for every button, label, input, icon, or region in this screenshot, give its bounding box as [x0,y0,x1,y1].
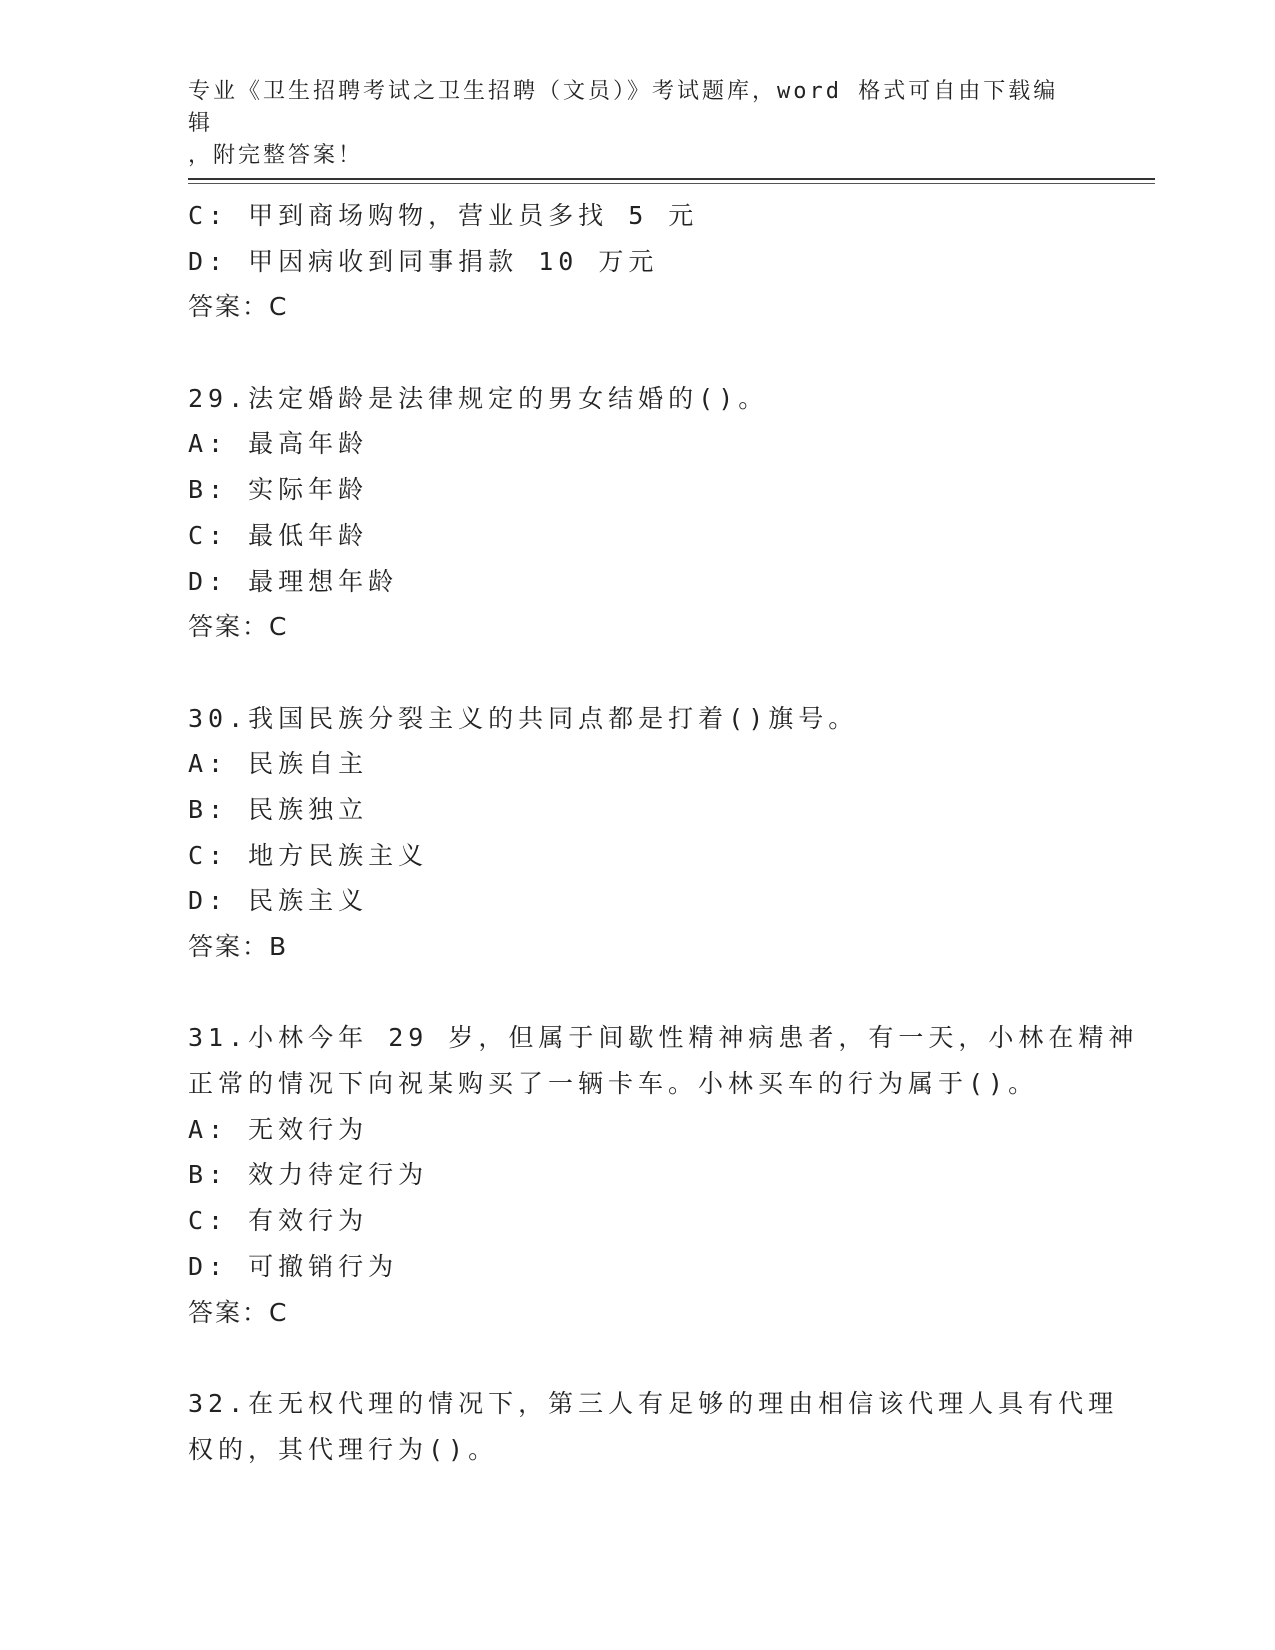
q29-option-c: C: 最低年龄 [188,520,369,550]
q29-option-a: A: 最高年龄 [188,429,369,459]
q30-answer: 答案：B [188,932,289,961]
document-header [188,76,1068,172]
question-spacer [188,970,1088,1016]
q29-stem: 29.法定婚龄是法律规定的男女结婚的()。 [188,383,769,413]
q29-answer: 答案：C [188,612,289,642]
q31-option-b: B: 效力待定行为 [188,1160,429,1190]
question-spacer [188,650,1088,696]
header-title-line: 专业《卫生招聘考试之卫生招聘（文员）》考试题库，word 格式可自由下载编辑 [188,79,1059,136]
q31-option-d: D: 可撤销行为 [188,1251,399,1281]
q30-option-d: D: 民族主义 [188,886,369,916]
q31-option-c: C: 有效行为 [188,1206,369,1236]
q30-option-a: A: 民族自主 [188,749,369,779]
q31-option-a: A: 无效行为 [188,1114,369,1144]
question-spacer [188,1335,1088,1381]
prev-answer: 答案：C [188,292,289,322]
header-title-continuation: ，附完整答案！ [188,143,364,168]
header-divider-thick [188,178,1155,180]
q30-option-c: C: 地方民族主义 [188,840,429,870]
q30-stem: 30.我国民族分裂主义的共同点都是打着()旗号。 [188,703,859,733]
q29-option-d: D: 最理想年龄 [188,566,399,596]
q31-answer: 答案：C [188,1297,289,1327]
question-list [188,193,1139,1472]
q30-option-b: B: 民族独立 [188,794,369,824]
q31-stem-line2: 正常的情况下向祝某购买了一辆卡车。小林买车的行为属于()。 [188,1069,1039,1099]
q32-stem-line2: 权的，其代理行为()。 [188,1434,499,1464]
question-spacer [188,330,1088,376]
q31-stem-line1: 31.小林今年 29 岁，但属于间歇性精神病患者，有一天，小林在精神 [188,1023,1139,1053]
prev-option-c: C: 甲到商场购物，营业员多找 5 元 [188,201,699,230]
header-divider-thin [188,183,1155,184]
q29-option-b: B: 实际年龄 [188,475,369,505]
q32-stem-line1: 32.在无权代理的情况下，第三人有足够的理由相信该代理人具有代理 [188,1388,1119,1418]
prev-option-d: D: 甲因病收到同事捐款 10 万元 [188,246,659,276]
